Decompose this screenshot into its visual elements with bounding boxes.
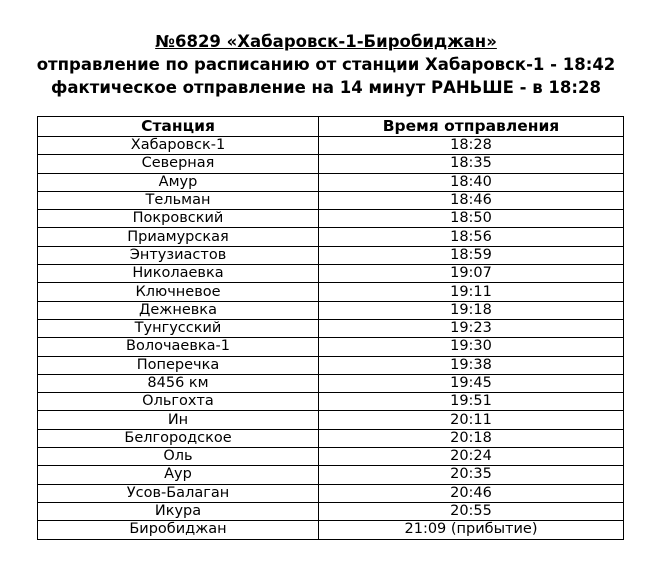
station-cell: Икура: [38, 502, 319, 520]
column-header-station: Станция: [38, 117, 319, 137]
departure-time-cell: 18:59: [319, 246, 624, 264]
station-cell: Волочаевка-1: [38, 338, 319, 356]
station-cell: Тунгусский: [38, 319, 319, 337]
table-row: [38, 137, 624, 155]
station-cell: Северная: [38, 155, 319, 173]
station-cell: Ольгохта: [38, 393, 319, 411]
station-cell: Ключневое: [38, 283, 319, 301]
departure-time-cell: 20:46: [319, 484, 624, 502]
departure-time-cell: 20:55: [319, 502, 624, 520]
station-cell: Дежневка: [38, 301, 319, 319]
station-cell: Биробиджан: [38, 521, 319, 539]
station-cell: Аур: [38, 466, 319, 484]
station-cell: Николаевка: [38, 265, 319, 283]
departure-time-cell: 18:46: [319, 191, 624, 209]
station-cell: Оль: [38, 448, 319, 466]
schedule-header: [0, 30, 652, 99]
departure-time-cell: 18:35: [319, 155, 624, 173]
departure-time-cell: 20:18: [319, 429, 624, 447]
table-row: [38, 191, 624, 209]
departure-time-cell: 20:35: [319, 466, 624, 484]
station-cell: Белгородское: [38, 429, 319, 447]
station-cell: Приамурская: [38, 228, 319, 246]
table-row: [38, 173, 624, 191]
station-cell: Энтузиастов: [38, 246, 319, 264]
departure-time-cell: 19:07: [319, 265, 624, 283]
table-row: [38, 484, 624, 502]
departure-time-cell: 20:24: [319, 448, 624, 466]
station-cell: Ин: [38, 411, 319, 429]
table-row: [38, 411, 624, 429]
table-row: [38, 265, 624, 283]
departure-time-cell: 19:30: [319, 338, 624, 356]
departure-time-cell: 19:51: [319, 393, 624, 411]
station-cell: Усов-Балаган: [38, 484, 319, 502]
table-row: [38, 374, 624, 392]
departure-time-cell: 18:50: [319, 210, 624, 228]
table-row: [38, 393, 624, 411]
table-row: [38, 466, 624, 484]
table-row: [38, 228, 624, 246]
departure-time-cell: 21:09 (прибытие): [319, 521, 624, 539]
table-row: [38, 338, 624, 356]
departure-time-cell: 18:56: [319, 228, 624, 246]
departure-time-cell: 19:38: [319, 356, 624, 374]
table-row: [38, 301, 624, 319]
station-cell: Тельман: [38, 191, 319, 209]
departure-time-cell: 18:40: [319, 173, 624, 191]
departure-time-cell: 19:11: [319, 283, 624, 301]
schedule-table: [37, 116, 624, 540]
table-row: [38, 319, 624, 337]
table-row: [38, 502, 624, 520]
table-row: [38, 356, 624, 374]
station-cell: Покровский: [38, 210, 319, 228]
table-row: [38, 246, 624, 264]
table-row: [38, 521, 624, 539]
table-row: [38, 448, 624, 466]
table-body: [38, 137, 624, 540]
departure-time-cell: 19:18: [319, 301, 624, 319]
table-header-row: [38, 117, 624, 137]
departure-time-cell: 19:45: [319, 374, 624, 392]
station-cell: Поперечка: [38, 356, 319, 374]
actual-departure-text: фактическое отправление на 14 минут РАНЬШЕ - в 18:28: [51, 78, 601, 97]
table-row: [38, 283, 624, 301]
departure-time-cell: 18:28: [319, 137, 624, 155]
station-cell: Амур: [38, 173, 319, 191]
train-title: №6829 «Хабаровск-1-Биробиджан»: [155, 32, 497, 51]
station-cell: Хабаровск-1: [38, 137, 319, 155]
departure-time-cell: 20:11: [319, 411, 624, 429]
scheduled-departure-text: отправление по расписанию от станции Хабаровск-1 - 18:42: [36, 55, 616, 74]
table-row: [38, 155, 624, 173]
table-row: [38, 210, 624, 228]
station-cell: 8456 км: [38, 374, 319, 392]
column-header-departure-time: Время отправления: [319, 117, 624, 137]
departure-time-cell: 19:23: [319, 319, 624, 337]
table-row: [38, 429, 624, 447]
